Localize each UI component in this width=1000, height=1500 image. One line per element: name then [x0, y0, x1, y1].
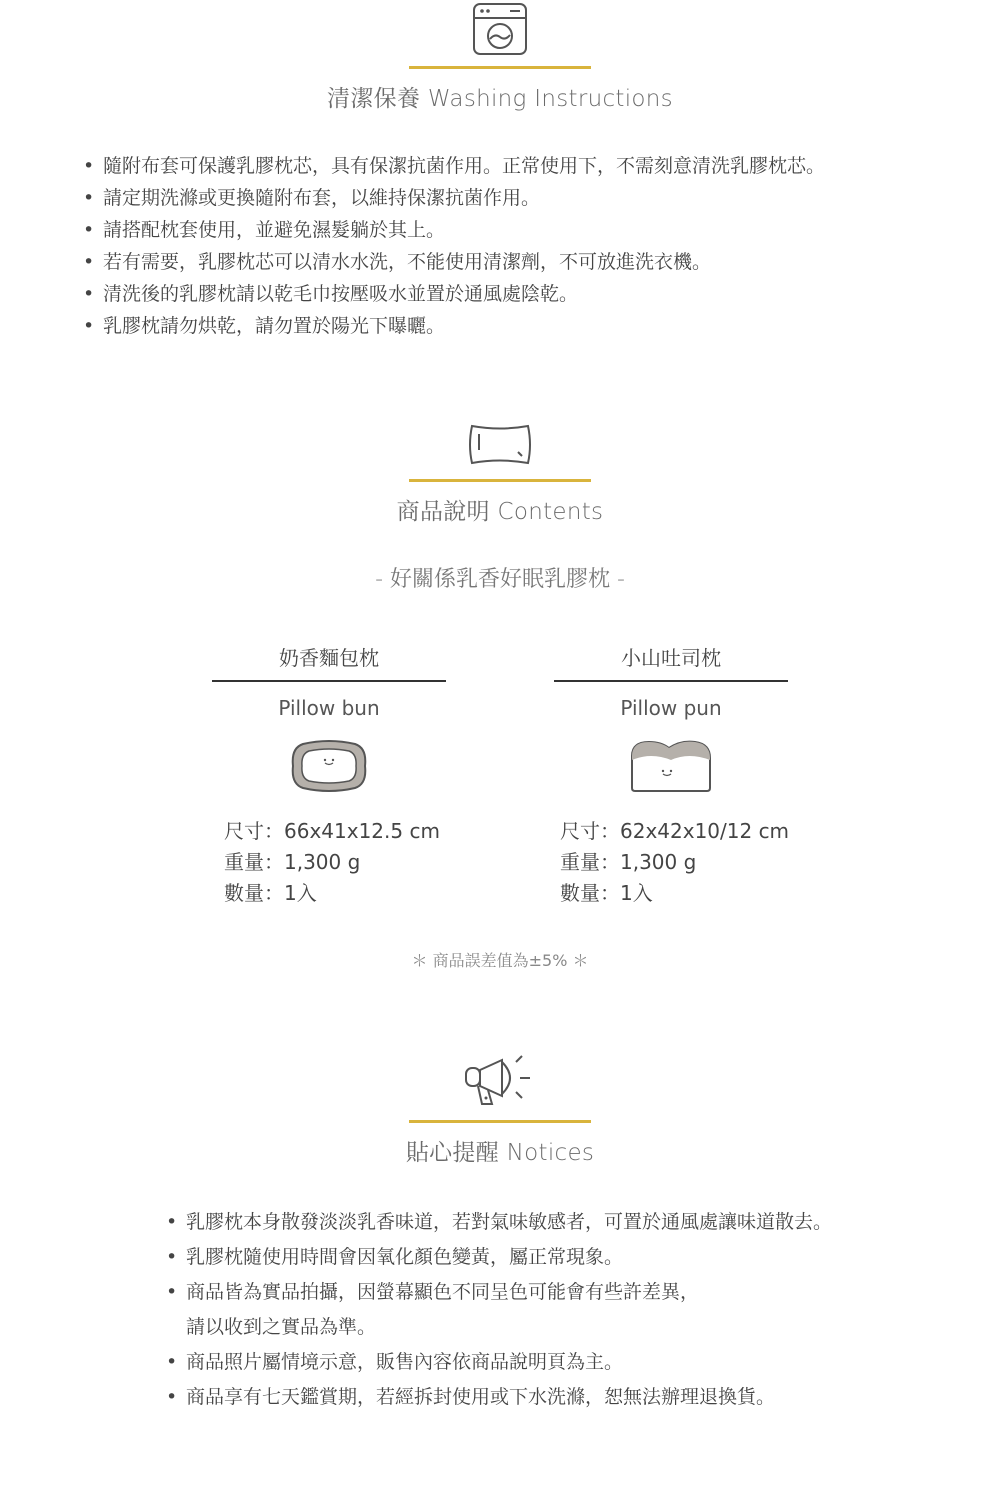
spec-size: 尺寸：62x42x10/12 cm [560, 819, 790, 843]
list-item: • 請定期洗滌或更換隨附布套，以維持保潔抗菌作用。 [103, 182, 825, 214]
list-item: • 乳膠枕本身散發淡淡乳香味道，若對氣味敏感者，可置於通風處讓味道散去。 [186, 1205, 832, 1240]
product-card [554, 640, 790, 905]
product-specs [560, 816, 789, 909]
list-item: • 請搭配枕套使用，並避免濕髮躺於其上。 [103, 214, 825, 246]
product-divider [212, 680, 446, 682]
product-divider [554, 680, 788, 682]
pillow-bun-icon [289, 738, 369, 794]
product-name-cn: 奶香麵包枕 [279, 646, 379, 670]
list-item: • 隨附布套可保護乳膠枕芯，具有保潔抗菌作用。正常使用下，不需刻意清洗乳膠枕芯。 [103, 150, 825, 182]
section-title: 清潔保養 Washing Instructions [327, 86, 673, 112]
pillow-icon [466, 422, 534, 468]
product-series-title: - 好關係乳香好眠乳膠枕 - [375, 567, 625, 592]
spec-weight: 重量：1,300 g [560, 850, 697, 874]
section-divider [409, 479, 591, 482]
product-name-cn: 小山吐司枕 [621, 646, 721, 670]
section-title: 商品說明 Contents [396, 499, 604, 525]
list-item: • 乳膠枕隨使用時間會因氧化顏色變黃，屬正常現象。 [186, 1240, 832, 1275]
spec-quantity: 數量：1入 [224, 881, 317, 905]
washing-list [103, 150, 825, 342]
list-item: • 清洗後的乳膠枕請以乾毛巾按壓吸水並置於通風處陰乾。 [103, 278, 825, 310]
spec-size: 尺寸：66x41x12.5 cm [224, 819, 440, 843]
product-name-en: Pillow pun [620, 696, 722, 720]
section-divider [409, 66, 591, 69]
tolerance-note: ＊ 商品誤差值為±5% ＊ [411, 951, 589, 970]
list-item: • 商品享有七天鑑賞期，若經拆封使用或下水洗滌，恕無法辦理退換貨。 [186, 1380, 832, 1415]
section-divider [409, 1120, 591, 1123]
product-name-en: Pillow bun [278, 696, 380, 720]
washing-machine-icon [472, 2, 528, 56]
megaphone-icon [462, 1052, 540, 1110]
list-item: • 商品皆為實品拍攝，因螢幕顯色不同呈色可能會有些許差異， [186, 1275, 832, 1310]
list-item: • 乳膠枕請勿烘乾，請勿置於陽光下曝曬。 [103, 310, 825, 342]
list-item: • 若有需要，乳膠枕芯可以清水水洗，不能使用清潔劑，不可放進洗衣機。 [103, 246, 825, 278]
product-card [212, 640, 446, 905]
notices-list [186, 1205, 832, 1415]
list-item-continuation: 請以收到之實品為準。 [186, 1316, 377, 1338]
product-specs [224, 816, 440, 909]
section-title: 貼心提醒 Notices [405, 1140, 595, 1166]
spec-weight: 重量：1,300 g [224, 850, 361, 874]
spec-quantity: 數量：1入 [560, 881, 653, 905]
list-item: • 商品照片屬情境示意，販售內容依商品說明頁為主。 [186, 1345, 832, 1380]
pillow-pun-icon [629, 738, 713, 794]
